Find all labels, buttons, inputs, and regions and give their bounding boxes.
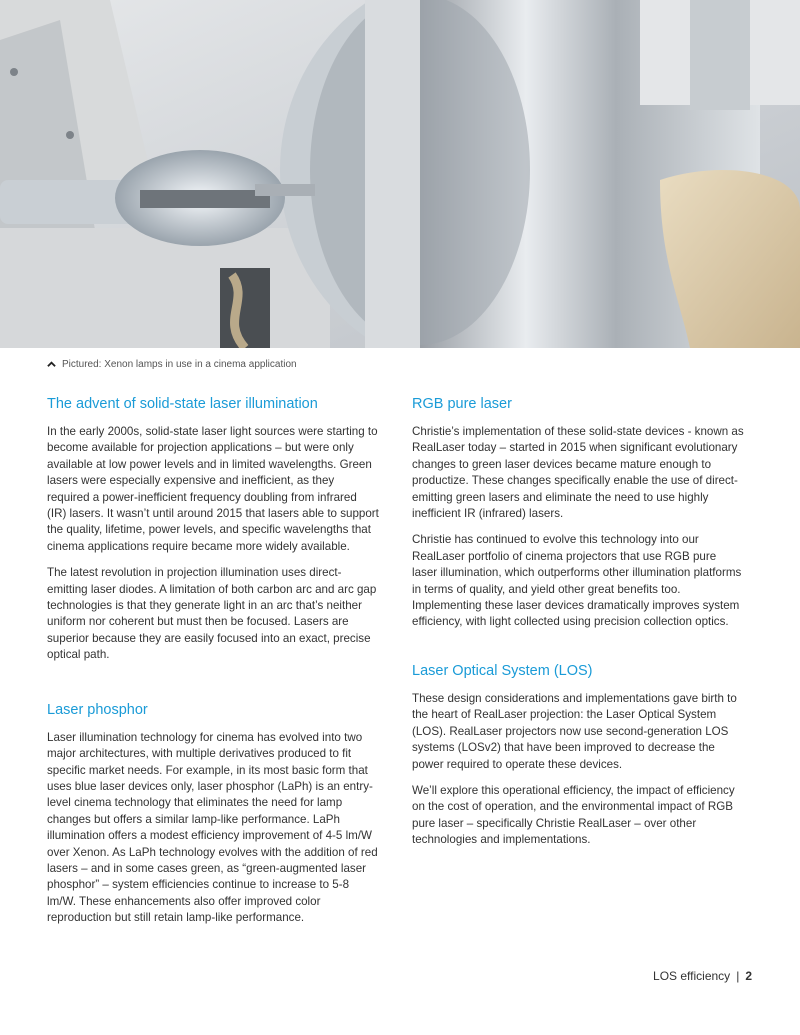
paragraph: Laser illumination technology for cinema has evolved into two major architectures, with multiple derivatives produced to fit specific market needs. For example, in its most basic form that uses blue laser devices only, laser phosphor (LaPh) is an entry-level cinema technology that eliminates the need for lamp changes but offers a similar lamp-like performance. LaPh illumination offers a modest efficiency improvement of 4-5 lm/W over Xenon. As LaPh technology evolves with the addition of red lasers – and in some cases green, as “green-augmented laser phosphor” – system efficiencies continue to increase to 5-8 lm/W. These enhancements also offer improved color reproduction but still retain lamp-like performance. xyxy=(47,730,378,925)
paragraph: Christie’s implementation of these solid-state devices - known as RealLaser today – started in 2015 when significant evolutionary changes to green laser devices became mature enough to productize. These changes specifically enable the use of direct-emitting green lasers and eliminate the need to use highly inefficient IR (infrared) lasers. xyxy=(412,425,744,521)
paragraph: Christie has continued to evolve this technology into our RealLaser portfolio of cinema projectors that use RGB pure laser illumination, which outperforms other illumination platforms in terms of quality, and yield other great benefits too. Implementing these laser devices dramatically improves system efficiency, with light collected using precision collection optics. xyxy=(412,533,742,629)
image-caption xyxy=(47,359,297,370)
right-column xyxy=(412,394,744,859)
section-title-solid-state: The advent of solid-state laser illumination xyxy=(47,396,318,412)
hero-photo xyxy=(0,0,800,348)
footer-label: LOS efficiency xyxy=(653,969,731,983)
section-title-laser-phosphor: Laser phosphor xyxy=(47,701,148,718)
xenon-lamp-photo xyxy=(0,0,800,348)
footer-separator: | xyxy=(736,969,740,983)
caption-text: Pictured: Xenon lamps in use in a cinema application xyxy=(62,359,297,370)
section-title-rgb-pure-laser: RGB pure laser xyxy=(412,396,512,412)
page-footer xyxy=(653,969,752,983)
paragraph: In the early 2000s, solid-state laser light sources were starting to become available for projection applications – but were only available at low power levels and in limited wavelengths. Green lasers were especially expensive and inefficient, as they required a power-inefficient frequency doubling from infrared (IR) lasers. It wasn’t until around 2015 that lasers able to support the quality, lifetime, power levels, and specific wavelengths that cinema applications require became more widely available. xyxy=(47,425,379,553)
paragraph: The latest revolution in projection illumination uses direct-emitting laser diodes. A limitation of both carbon arc and arc gap technologies is that they generate light in an arc that’s neither uniform nor coherent but must then be focused. Lasers are superior because they are easily focused into an exact, precise optical path. xyxy=(47,566,377,662)
left-column xyxy=(47,394,379,937)
caret-up-icon xyxy=(47,360,56,369)
page-number: 2 xyxy=(745,969,752,983)
paragraph: We’ll explore this operational efficiency, the impact of efficiency on the cost of operation, and the environmental impact of RGB pure laser – specifically Christie RealLaser – over other technologies and implementations. xyxy=(412,783,735,847)
paragraph: These design considerations and implementations gave birth to the heart of RealLaser projection: the Laser Optical System (LOS). RealLaser projectors now use second-generation LOS systems (LOSv2) that have been improved to decrease the power required to operate these devices. xyxy=(412,691,737,771)
section-title-los: Laser Optical System (LOS) xyxy=(412,662,593,679)
